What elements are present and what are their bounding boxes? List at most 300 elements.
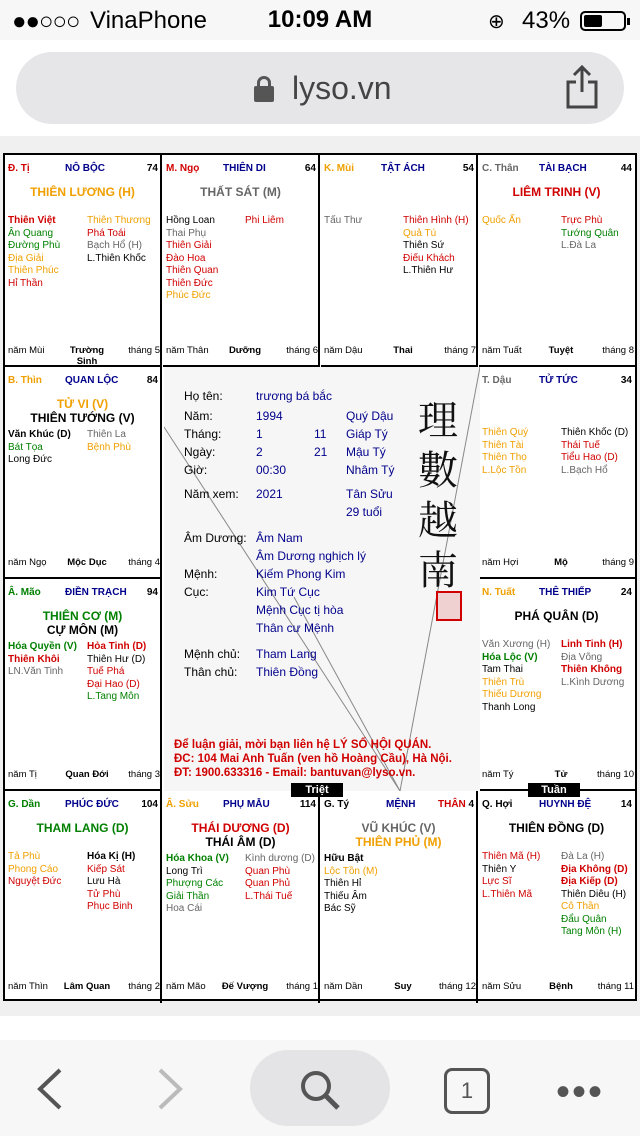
minor-star: Thiên Việt xyxy=(8,215,56,226)
minor-star: L.Lộc Tồn xyxy=(482,464,527,476)
minor-star: Phá Toái xyxy=(87,227,126,239)
palace-year: năm Thân xyxy=(166,345,209,356)
minor-star: Đào Hoa xyxy=(166,252,206,264)
palace-footer xyxy=(482,981,634,995)
minor-star: Long Trì xyxy=(166,865,203,877)
thanchu-label: Thân chủ: xyxy=(184,665,238,679)
right-stars xyxy=(403,215,477,278)
palace-header xyxy=(482,375,634,389)
palace-year: năm Ngọ xyxy=(8,557,47,568)
palace-position: K. Mùi xyxy=(324,163,354,174)
palace-year: năm Mão xyxy=(166,981,206,992)
day-b: 21 xyxy=(314,445,328,459)
minor-star: Địa Võng xyxy=(561,651,603,663)
minor-star: Quan Phù xyxy=(245,865,291,877)
chart-center-panel xyxy=(164,367,480,791)
tabs-button[interactable]: 1 xyxy=(444,1068,490,1114)
palace-position: C. Thân xyxy=(482,163,519,174)
minor-star: Điếu Khách xyxy=(403,252,455,264)
name-value: trương bá bắc xyxy=(256,389,332,403)
palace-cell xyxy=(321,155,478,367)
palace-header xyxy=(8,375,160,389)
palace-footer xyxy=(324,345,476,359)
hour-value: 00:30 xyxy=(256,463,287,477)
palace-age: 104 xyxy=(141,799,158,810)
minor-star: Hóa Quyền (V) xyxy=(8,641,77,652)
lock-icon xyxy=(254,76,274,102)
minor-star: Thiên Quý xyxy=(482,427,529,438)
left-stars xyxy=(482,851,558,901)
left-stars xyxy=(8,215,84,290)
left-stars xyxy=(324,853,400,916)
minor-star: L.Bạch Hổ xyxy=(561,464,608,476)
palace-cell xyxy=(163,155,320,367)
view-year-label: Năm xem: xyxy=(184,487,239,501)
palace-house: PHÚC ĐỨC xyxy=(65,799,119,810)
minor-star: Hóa Lộc (V) xyxy=(482,651,538,663)
minor-star: L.Thái Tuế xyxy=(245,890,293,902)
view-year-can: Tân Sửu xyxy=(346,487,393,501)
palace-stage: Trường Sinh xyxy=(69,345,105,367)
tuan-badge: Tuần xyxy=(528,783,580,797)
minor-star: Hỏa Tinh (D) xyxy=(87,641,147,652)
palace-stage: Mộ xyxy=(554,557,568,568)
cuc-1: Kim Tứ Cục xyxy=(256,585,320,599)
palace-position: T. Dậu xyxy=(482,375,512,386)
rotation-lock-icon: ⊕ xyxy=(488,11,505,33)
amduong-1: Âm Nam xyxy=(256,531,303,545)
palace-stage: Quan Đới xyxy=(65,769,109,780)
palace-age: 54 xyxy=(462,163,474,174)
minor-star: Giải Thần xyxy=(166,890,210,902)
search-button[interactable] xyxy=(250,1050,390,1126)
minor-star: Thiên Tài xyxy=(482,439,524,451)
palace-header xyxy=(8,587,160,601)
thanchu-value: Thiên Đồng xyxy=(256,665,319,679)
right-stars xyxy=(561,427,635,477)
minor-star: Bệnh Phù xyxy=(87,441,131,453)
palace-footer xyxy=(8,345,160,367)
palace-age: 44 xyxy=(620,163,632,174)
main-star: THÁI ÂM (D) xyxy=(205,835,276,849)
minor-star: L.Tang Môn xyxy=(87,691,140,702)
palace-month: tháng 8 xyxy=(602,345,634,356)
minor-star: Thiên Trù xyxy=(482,676,525,688)
minor-star: Thiên Mã (H) xyxy=(482,851,541,862)
palace-house: QUAN LỘC xyxy=(65,375,119,386)
right-stars xyxy=(561,215,635,253)
calligraphy-char: 理 xyxy=(418,398,458,444)
minor-star: Thiên Hình (H) xyxy=(403,215,469,226)
left-stars xyxy=(482,639,558,714)
day-can: Mậu Tý xyxy=(346,445,386,459)
palace-position: B. Thìn xyxy=(8,375,42,386)
main-star: THIÊN TƯỚNG (V) xyxy=(30,411,135,425)
minor-star: Thiên Thọ xyxy=(482,452,527,463)
palace-stage: Tử xyxy=(554,769,568,780)
main-star: THIÊN CƠ (M) xyxy=(42,609,123,623)
name-label: Họ tên: xyxy=(184,389,223,403)
palace-cell xyxy=(479,155,635,367)
palace-stage: Lâm Quan xyxy=(63,981,111,992)
minor-star: Hoa Cái xyxy=(166,903,203,914)
minor-star: Trực Phù xyxy=(561,215,603,226)
day-label: Ngày: xyxy=(184,445,216,459)
palace-cell xyxy=(5,579,162,791)
minor-star: Tang Môn (H) xyxy=(561,926,622,937)
left-stars xyxy=(482,427,558,477)
palace-position: Â. Mão xyxy=(8,587,41,598)
minor-star: Lực Sĩ xyxy=(482,876,512,887)
palace-age: 24 xyxy=(620,587,632,598)
minor-star: Đẩu Quân xyxy=(561,913,607,925)
palace-position: Â. Sửu xyxy=(166,799,199,810)
browser-toolbar xyxy=(0,1040,640,1136)
right-stars xyxy=(245,215,319,228)
right-stars xyxy=(561,851,635,939)
main-star: THIÊN LƯƠNG (H) xyxy=(30,185,135,199)
minor-star: Văn Khúc (D) xyxy=(8,429,71,440)
palace-cell xyxy=(321,791,478,1003)
palace-house: TÀI BẠCH xyxy=(539,163,587,174)
minor-star: Thiên La xyxy=(87,429,126,440)
minor-star: Thiên Hư (D) xyxy=(87,653,146,665)
right-stars xyxy=(87,429,161,454)
minor-star: Tướng Quân xyxy=(561,227,619,239)
minor-star: Thiên Sứ xyxy=(403,240,445,251)
palace-footer xyxy=(8,557,160,571)
palace-year: năm Tuất xyxy=(482,345,522,356)
palace-cell xyxy=(479,579,635,791)
red-seal-icon xyxy=(436,591,462,621)
left-stars xyxy=(482,215,558,228)
palace-footer xyxy=(482,769,634,783)
palace-age: 114 xyxy=(299,799,316,810)
minor-star: Hóa Khoa (V) xyxy=(166,853,229,864)
palace-header xyxy=(482,587,634,601)
minor-star: Hóa Kị (H) xyxy=(87,851,136,862)
hour-can: Nhâm Tý xyxy=(346,463,395,477)
palace-position: Q. Hợi xyxy=(482,799,513,810)
cuc-3: Thân cư Mệnh xyxy=(256,621,335,635)
palace-month: tháng 3 xyxy=(128,769,160,780)
palace-footer xyxy=(8,769,160,783)
main-star: THAM LANG (D) xyxy=(36,821,129,835)
amduong-2: Âm Dương nghịch lý xyxy=(256,549,366,563)
palace-header xyxy=(482,163,634,177)
view-age: 29 tuổi xyxy=(346,505,383,519)
palace-year: năm Sửu xyxy=(482,981,522,992)
minor-star: Văn Xương (H) xyxy=(482,639,551,650)
minor-star: Đà La (H) xyxy=(561,851,605,862)
minor-star: Địa Giải xyxy=(8,252,44,264)
minor-star: Kình dương (D) xyxy=(245,853,315,864)
minor-star: Phong Cáo xyxy=(8,863,59,875)
minor-star: Thiên Giải xyxy=(166,240,212,251)
right-stars xyxy=(245,853,319,903)
palace-header xyxy=(8,163,160,177)
minor-star: L.Thiên Hư xyxy=(403,265,454,276)
main-star: VŨ KHÚC (V) xyxy=(361,821,436,835)
menhchu-label: Mệnh chủ: xyxy=(184,647,241,661)
palace-footer xyxy=(8,981,160,995)
minor-star: Thiên Phúc xyxy=(8,265,59,276)
palace-header xyxy=(324,799,476,813)
palace-house: THIÊN DI xyxy=(223,163,266,174)
minor-star: Hỉ Thần xyxy=(8,277,43,289)
main-star: THIÊN PHỦ (M) xyxy=(355,835,442,849)
right-stars xyxy=(561,639,635,689)
palace-month: tháng 12 xyxy=(439,981,476,992)
minor-star: Thanh Long xyxy=(482,701,536,713)
minor-star: L.Thiên Mã xyxy=(482,888,533,900)
palace-cell xyxy=(163,791,320,1003)
palace-stage: Bệnh xyxy=(549,981,573,992)
palace-year: năm Hợi xyxy=(482,557,519,568)
palace-stage: Suy xyxy=(394,981,412,992)
palace-month: tháng 10 xyxy=(597,769,634,780)
cuc-2: Mệnh Cục tị hòa xyxy=(256,603,344,617)
minor-star: Linh Tinh (H) xyxy=(561,639,623,650)
contact-line-2: ĐC: 104 Mai Anh Tuấn (ven hồ Hoàng Cầu), Hà Nội. xyxy=(174,753,452,765)
contact-line-1: Để luận giải, mời bạn liên hệ LÝ SỐ HỘI QUÁN. xyxy=(174,739,432,751)
main-star: CỰ MÔN (M) xyxy=(46,623,119,637)
menh-value: Kiếm Phong Kim xyxy=(256,567,346,581)
palace-month: tháng 9 xyxy=(602,557,634,568)
palace-month: tháng 4 xyxy=(128,557,160,568)
main-star: THÁI DƯƠNG (D) xyxy=(191,821,290,835)
palace-cell xyxy=(5,791,162,1003)
battery-icon xyxy=(580,11,626,31)
palace-house: NÔ BỘC xyxy=(65,163,105,174)
battery-percent: 43% xyxy=(522,7,571,34)
palace-position: G. Tý xyxy=(324,799,350,810)
minor-star: Thiên Hỉ xyxy=(324,878,362,889)
palace-footer xyxy=(166,981,318,995)
minor-star: Quốc Ấn xyxy=(482,215,521,226)
minor-star: Bạch Hổ (H) xyxy=(87,240,143,251)
minor-star: Thiên Khôi xyxy=(8,653,60,665)
minor-star: Long Đức xyxy=(8,454,52,465)
palace-stage: Thai xyxy=(393,345,413,356)
hour-label: Giờ: xyxy=(184,463,208,477)
menh-label: Mệnh: xyxy=(184,567,218,581)
month-can: Giáp Tý xyxy=(346,427,388,441)
palace-cell xyxy=(5,367,162,579)
palace-position: Đ. Tị xyxy=(8,163,30,174)
more-icon[interactable]: ••• xyxy=(556,1070,605,1114)
month-b: 11 xyxy=(314,427,327,441)
minor-star: Thiếu Âm xyxy=(324,890,367,902)
calligraphy-char: 數 xyxy=(418,448,458,494)
minor-star: Thiên Thương xyxy=(87,215,151,226)
palace-age: 74 xyxy=(146,163,158,174)
palace-year: năm Mùi xyxy=(8,345,45,356)
palace-house: HUYNH ĐỆ xyxy=(539,799,592,810)
minor-star: Phượng Các xyxy=(166,878,224,889)
minor-star: Hồng Loan xyxy=(166,215,215,226)
palace-header xyxy=(166,799,318,813)
minor-star: Thiên Đức xyxy=(166,277,213,289)
minor-star: Thiên Diêu (H) xyxy=(561,888,627,900)
right-stars xyxy=(87,641,161,704)
palace-house: TẬT ÁCH xyxy=(381,163,425,174)
minor-star: Ân Quang xyxy=(8,227,54,239)
minor-star: Nguyệt Đức xyxy=(8,876,62,887)
minor-star: Phúc Đức xyxy=(166,290,211,301)
palace-year: năm Tý xyxy=(482,769,514,780)
month-label: Tháng: xyxy=(184,427,222,441)
carrier-name: VinaPhone xyxy=(90,7,207,34)
minor-star: Phục Binh xyxy=(87,901,133,912)
calligraphy-char: 南 xyxy=(418,548,458,594)
year-value: 1994 xyxy=(256,409,283,423)
main-star: THẤT SÁT (M) xyxy=(200,185,281,199)
view-year-value: 2021 xyxy=(256,487,283,501)
palace-cell xyxy=(479,367,635,579)
palace-month: tháng 11 xyxy=(597,981,634,992)
minor-star: Quan Phủ xyxy=(245,878,291,889)
month-a: 1 xyxy=(256,427,263,441)
minor-star: Tuế Phá xyxy=(87,666,125,677)
minor-star: Đại Hao (D) xyxy=(87,678,140,690)
palace-house: ĐIỀN TRẠCH xyxy=(65,587,127,598)
main-star: LIÊM TRINH (V) xyxy=(512,185,601,199)
minor-star: Thiên Không xyxy=(561,664,623,675)
palace-position: G. Dần xyxy=(8,799,41,810)
clock: 10:09 AM xyxy=(267,6,373,33)
minor-star: Hữu Bật xyxy=(324,853,364,864)
right-stars xyxy=(87,215,161,265)
minor-star: Thái Tuế xyxy=(561,439,600,451)
minor-star: Phi Liêm xyxy=(245,215,284,226)
year-can: Quý Dậu xyxy=(346,409,394,423)
share-icon[interactable] xyxy=(564,64,600,110)
palace-header xyxy=(482,799,634,813)
palace-footer xyxy=(482,345,634,359)
palace-year: năm Tị xyxy=(8,769,37,780)
minor-star: L.Kình Dương xyxy=(561,676,625,688)
palace-house: PHỤ MẪU xyxy=(223,799,270,810)
palace-month: tháng 1 xyxy=(286,981,318,992)
horoscope-chart xyxy=(3,153,637,1001)
calligraphy-logo xyxy=(414,397,474,637)
minor-star: Bác Sỹ xyxy=(324,903,356,914)
left-stars xyxy=(8,429,84,467)
menhchu-value: Tham Lang xyxy=(256,647,317,661)
palace-house: TỬ TỨC xyxy=(539,375,578,386)
minor-star: Tiểu Hao (D) xyxy=(561,452,618,463)
address-bar[interactable] xyxy=(16,52,624,124)
palace-position: M. Ngọ xyxy=(166,163,200,174)
signal-icon: ●●○○○ xyxy=(12,8,80,35)
left-stars xyxy=(324,215,400,228)
year-label: Năm: xyxy=(184,409,213,423)
horoscope-chart-area xyxy=(0,136,640,1016)
palace-header xyxy=(8,799,160,813)
palace-house: THÊ THIẾP xyxy=(539,587,592,598)
minor-star: Lộc Tồn (M) xyxy=(324,865,378,877)
left-stars xyxy=(8,851,84,889)
minor-star: Cô Thần xyxy=(561,901,600,912)
palace-age: 64 xyxy=(304,163,316,174)
minor-star: Thiên Khốc (D) xyxy=(561,427,629,438)
palace-stage: Mộc Dục xyxy=(67,557,107,568)
minor-star: Tử Phù xyxy=(87,888,121,900)
minor-star: Thiên Y xyxy=(482,863,517,875)
minor-star: LN.Văn Tinh xyxy=(8,666,64,677)
calligraphy-char: 越 xyxy=(418,498,458,544)
palace-year: năm Dần xyxy=(324,981,363,992)
palace-age: 94 xyxy=(146,587,158,598)
palace-header xyxy=(166,163,318,177)
palace-age: 14 xyxy=(620,799,632,810)
palace-month: tháng 2 xyxy=(128,981,160,992)
palace-year: năm Dậu xyxy=(324,345,363,356)
minor-star: Quả Tú xyxy=(403,227,437,239)
palace-footer xyxy=(166,345,318,359)
palace-cell xyxy=(5,155,162,367)
url-text[interactable]: lyso.vn xyxy=(292,70,392,106)
minor-star: Thiên Quan xyxy=(166,265,219,276)
minor-star: Tam Thai xyxy=(482,664,523,675)
cuc-label: Cục: xyxy=(184,585,209,599)
palace-month: tháng 6 xyxy=(286,345,318,356)
left-stars xyxy=(8,641,84,679)
forward-icon[interactable] xyxy=(150,1066,190,1112)
palace-age: 4 xyxy=(468,799,474,810)
day-a: 2 xyxy=(256,445,263,459)
main-star: PHÁ QUÂN (D) xyxy=(514,609,599,623)
palace-age: 34 xyxy=(620,375,632,386)
minor-star: Bát Tọa xyxy=(8,441,43,453)
palace-header xyxy=(324,163,476,177)
palace-cell xyxy=(479,791,635,1003)
palace-stage: Tuyệt xyxy=(548,345,574,356)
minor-star: Thiếu Dương xyxy=(482,689,542,700)
minor-star: Thai Phụ xyxy=(166,227,207,239)
contact-line-3: ĐT: 1900.633316 - Email: bantuvan@lyso.vn. xyxy=(174,767,416,779)
palace-house: MỆNH xyxy=(386,799,416,810)
left-stars xyxy=(166,215,242,303)
palace-month: tháng 5 xyxy=(128,345,160,356)
minor-star: Lưu Hà xyxy=(87,876,121,887)
minor-star: Địa Kiếp (D) xyxy=(561,876,618,887)
palace-age: 84 xyxy=(146,375,158,386)
main-star: TỬ VI (V) xyxy=(56,397,109,411)
amduong-label: Âm Dương: xyxy=(184,531,247,545)
minor-star: Đường Phù xyxy=(8,240,61,251)
triet-badge: Triệt xyxy=(291,783,343,797)
main-star: THIÊN ĐỒNG (D) xyxy=(508,821,605,835)
right-stars xyxy=(87,851,161,914)
minor-star: Kiếp Sát xyxy=(87,863,125,875)
palace-stage: Dưỡng xyxy=(228,345,262,356)
minor-star: Địa Không (D) xyxy=(561,863,628,875)
search-icon xyxy=(298,1068,342,1112)
palace-footer xyxy=(482,557,634,571)
palace-year: năm Thìn xyxy=(8,981,48,992)
left-stars xyxy=(166,853,242,916)
minor-star: L.Đà La xyxy=(561,240,597,251)
palace-stage: Đế Vượng xyxy=(221,981,269,992)
palace-house-than: THÂN xyxy=(438,799,466,810)
palace-position: N. Tuất xyxy=(482,587,516,598)
palace-footer xyxy=(324,981,476,995)
status-bar xyxy=(0,0,640,40)
minor-star: Tả Phù xyxy=(8,851,41,862)
back-icon[interactable] xyxy=(30,1066,70,1112)
